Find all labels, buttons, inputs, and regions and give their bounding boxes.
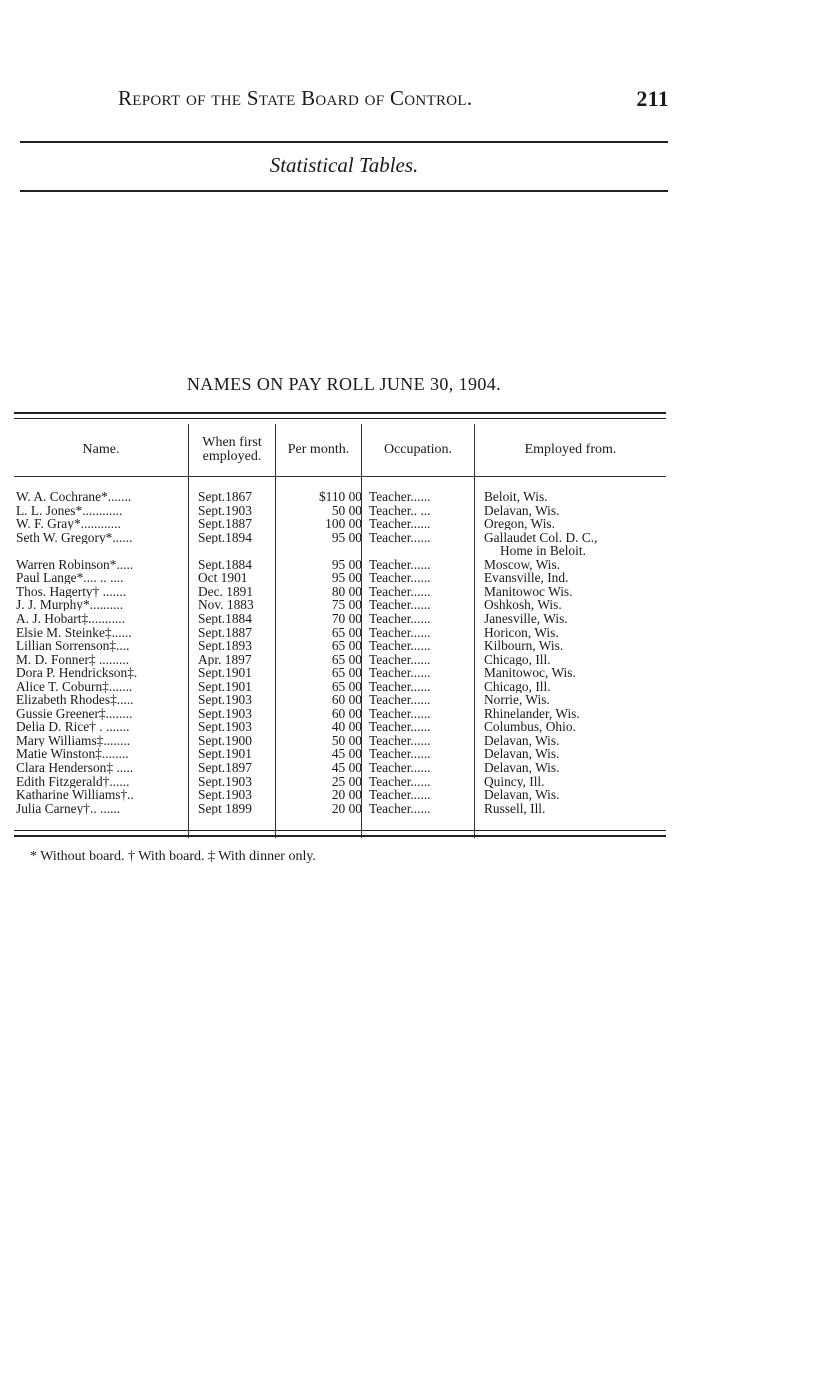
cell-name: M. D. Fonner‡ ......... <box>16 652 130 666</box>
cell-when-employed: Sept.1903 <box>198 693 252 707</box>
table-row <box>14 531 666 544</box>
cell-occupation: Teacher...... <box>369 530 431 544</box>
cell-occupation: Teacher...... <box>369 598 431 612</box>
cell-occupation: Teacher...... <box>369 801 431 815</box>
cell-per-month: 25 00 <box>331 774 362 788</box>
cell-employed-from: Janesville, Wis. <box>484 611 568 625</box>
cell-name: A. J. Hobart‡........... <box>16 611 125 625</box>
cell-per-month: 60 00 <box>331 706 362 720</box>
cell-when-employed: Sept.1901 <box>198 666 252 680</box>
cell-employed-from: Delavan, Wis. <box>484 733 560 747</box>
cell-per-month: 95 00 <box>331 530 362 544</box>
table-row <box>14 693 666 706</box>
table-row <box>14 653 666 666</box>
cell-employed-from: Oregon, Wis. <box>484 517 555 531</box>
cell-employed-from: Manitowoc Wis. <box>484 584 573 598</box>
footnote: * Without board. † With board. ‡ With dinner only. <box>30 849 316 864</box>
cell-employed-from: Delavan, Wis. <box>484 747 560 761</box>
table-bottom-rule-inner <box>14 830 666 831</box>
cell-occupation: Teacher...... <box>369 557 431 571</box>
cell-occupation: Teacher...... <box>369 761 431 774</box>
cell-name: W. F. Gray*............ <box>16 517 121 531</box>
cell-occupation: Teacher...... <box>369 679 431 693</box>
page-number: 211 <box>636 86 669 111</box>
cell-when-employed: Sept.1903 <box>198 503 252 517</box>
cell-occupation: Teacher.. ... <box>369 503 431 517</box>
table-row <box>14 612 666 625</box>
table-top-rule <box>14 412 666 414</box>
cell-per-month: 20 00 <box>331 788 362 802</box>
cell-occupation: Teacher...... <box>369 693 431 707</box>
cell-per-month: 65 00 <box>331 625 362 639</box>
cell-occupation: Teacher...... <box>369 611 431 625</box>
cell-occupation: Teacher...... <box>369 706 431 720</box>
cell-name: Edith Fitzgerald†...... <box>16 774 130 788</box>
cell-per-month: 65 00 <box>331 639 362 653</box>
cell-when-employed: Oct 1901 <box>198 571 248 585</box>
cell-when-employed: Sept.1893 <box>198 639 252 653</box>
table-row <box>14 585 666 598</box>
cell-when-employed: Sept.1887 <box>198 517 252 531</box>
cell-occupation: Teacher...... <box>369 747 431 761</box>
cell-per-month: 20 00 <box>331 801 362 815</box>
table-row <box>14 639 666 652</box>
cell-occupation: Teacher...... <box>369 652 431 666</box>
table-row <box>14 558 666 571</box>
cell-when-employed: Sept.1903 <box>198 774 252 788</box>
cell-when-employed: Sept.1884 <box>198 611 252 625</box>
cell-employed-from: Rhinelander, Wis. <box>484 706 580 720</box>
cell-employed-from: Moscow, Wis. <box>484 557 561 571</box>
table-row <box>14 720 666 733</box>
cell-when-employed: Sept.1903 <box>198 788 252 802</box>
cell-per-month: $110 00 <box>318 490 362 503</box>
column-header-occupation: Occupation. <box>383 442 453 457</box>
cell-when-employed: Sept.1903 <box>198 706 252 720</box>
table-bottom-rule <box>14 835 666 837</box>
cell-per-month: 50 00 <box>331 733 362 747</box>
cell-name: Paul Lange*.... .. .... <box>16 571 124 585</box>
cell-when-employed: Sept.1903 <box>198 720 252 734</box>
cell-per-month: 95 00 <box>331 571 362 585</box>
running-head <box>118 86 669 116</box>
cell-when-employed: Sept.1894 <box>198 530 252 544</box>
cell-occupation: Teacher...... <box>369 733 431 747</box>
cell-employed-from: Quincy, Ill. <box>484 774 545 788</box>
cell-name: Warren Robinson*..... <box>16 557 134 571</box>
cell-employed-from: Norrie, Wis. <box>484 693 550 707</box>
cell-per-month: 65 00 <box>331 652 362 666</box>
cell-when-employed: Sept.1901 <box>198 747 252 761</box>
table-top-rule-inner <box>14 418 666 419</box>
cell-name: Seth W. Gregory*...... <box>16 530 133 544</box>
cell-occupation: Teacher...... <box>369 490 431 503</box>
cell-employed-from: Gallaudet Col. D. C., <box>484 530 598 544</box>
cell-name: L. L. Jones*............ <box>16 503 123 517</box>
cell-employed-from: Delavan, Wis. <box>484 761 560 774</box>
table-title: NAMES ON PAY ROLL JUNE 30, 1904. <box>186 374 502 394</box>
cell-per-month: 75 00 <box>331 598 362 612</box>
cell-employed-from: Manitowoc, Wis. <box>484 666 576 680</box>
cell-name: Lillian Sorrenson‡.... <box>16 639 130 653</box>
cell-employed-from: Home in Beloit. <box>500 544 586 558</box>
cell-employed-from: Columbus, Ohio. <box>484 720 576 734</box>
cell-per-month: 65 00 <box>331 666 362 680</box>
cell-name: J. J. Murphy*.......... <box>16 598 124 612</box>
cell-occupation: Teacher...... <box>369 774 431 788</box>
cell-name: W. A. Cochrane*....... <box>16 490 132 503</box>
cell-employed-from: Delavan, Wis. <box>484 788 560 802</box>
cell-occupation: Teacher...... <box>369 625 431 639</box>
cell-when-employed: Sept.1867 <box>198 490 252 503</box>
cell-employed-from: Oshkosh, Wis. <box>484 598 562 612</box>
column-header-employed-from: Employed from. <box>524 442 617 457</box>
cell-per-month: 65 00 <box>331 679 362 693</box>
cell-occupation: Teacher...... <box>369 571 431 585</box>
cell-per-month: 95 00 <box>331 557 362 571</box>
column-header-name: Name. <box>82 442 120 457</box>
column-header-when-first-employed: When first employed. <box>202 435 262 464</box>
cell-name: Matie Winston‡........ <box>16 747 129 761</box>
cell-per-month: 70 00 <box>331 611 362 625</box>
table-row <box>14 626 666 639</box>
table-row <box>14 490 666 503</box>
section-rule <box>20 190 668 192</box>
column-header-per-month: Per month. <box>287 442 350 457</box>
cell-per-month: 50 00 <box>331 503 362 517</box>
cell-name: Alice T. Coburn‡....... <box>16 679 133 693</box>
header-divider <box>14 476 666 477</box>
cell-name: Dora P. Hendrickson‡. <box>16 666 138 680</box>
cell-name: Thos. Hagerty† ....... <box>16 584 127 598</box>
cell-name: Julia Carney†.. ...... <box>16 801 121 815</box>
cell-employed-from: Horicon, Wis. <box>484 625 559 639</box>
table-row <box>14 707 666 720</box>
cell-employed-from: Beloit, Wis. <box>484 490 548 503</box>
cell-occupation: Teacher...... <box>369 788 431 802</box>
table-row <box>14 761 666 774</box>
cell-employed-from: Chicago, Ill. <box>484 679 551 693</box>
cell-name: Gussie Greener‡........ <box>16 706 133 720</box>
cell-employed-from: Russell, Ill. <box>484 801 546 815</box>
payroll-table <box>14 410 666 840</box>
table-row <box>14 775 666 788</box>
table-row <box>14 571 666 584</box>
cell-name: Delia D. Rice† . ....... <box>16 720 130 734</box>
cell-name: Katharine Williams†.. <box>16 788 134 802</box>
cell-when-employed: Sept.1901 <box>198 679 252 693</box>
cell-per-month: 40 00 <box>331 720 362 734</box>
cell-name: Mary Williams‡........ <box>16 733 131 747</box>
cell-per-month: 45 00 <box>331 761 362 774</box>
table-row <box>14 544 666 557</box>
table-row <box>14 517 666 530</box>
header-rule <box>20 141 668 143</box>
cell-employed-from: Kilbourn, Wis. <box>484 639 564 653</box>
cell-occupation: Teacher...... <box>369 639 431 653</box>
cell-employed-from: Chicago, Ill. <box>484 652 551 666</box>
cell-name: Elsie M. Steinke‡...... <box>16 625 132 639</box>
table-row <box>14 504 666 517</box>
cell-name: Elizabeth Rhodes‡..... <box>16 693 134 707</box>
cell-occupation: Teacher...... <box>369 720 431 734</box>
cell-when-employed: Sept.1884 <box>198 557 252 571</box>
section-title: Statistical Tables. <box>269 153 419 177</box>
cell-when-employed: Nov. 1883 <box>198 598 254 612</box>
cell-occupation: Teacher...... <box>369 517 431 531</box>
cell-occupation: Teacher...... <box>369 666 431 680</box>
table-row <box>14 680 666 693</box>
table-row <box>14 598 666 611</box>
running-title: Report of the State Board of Control. <box>118 86 473 110</box>
table-row <box>14 802 666 815</box>
cell-when-employed: Sept 1899 <box>198 801 252 815</box>
cell-when-employed: Sept.1900 <box>198 733 252 747</box>
table-row <box>14 734 666 747</box>
cell-employed-from: Evansville, Ind. <box>484 571 569 585</box>
cell-per-month: 45 00 <box>331 747 362 761</box>
cell-when-employed: Dec. 1891 <box>198 584 254 598</box>
table-row <box>14 666 666 679</box>
cell-employed-from: Delavan, Wis. <box>484 503 560 517</box>
cell-per-month: 80 00 <box>331 584 362 598</box>
cell-name: Clara Henderson‡ ..... <box>16 761 134 774</box>
cell-per-month: 60 00 <box>331 693 362 707</box>
table-row <box>14 788 666 801</box>
table-row <box>14 747 666 760</box>
cell-when-employed: Sept.1887 <box>198 625 252 639</box>
cell-per-month: 100 00 <box>325 517 362 531</box>
cell-occupation: Teacher...... <box>369 584 431 598</box>
cell-when-employed: Apr. 1897 <box>198 652 252 666</box>
cell-when-employed: Sept.1897 <box>198 761 252 774</box>
